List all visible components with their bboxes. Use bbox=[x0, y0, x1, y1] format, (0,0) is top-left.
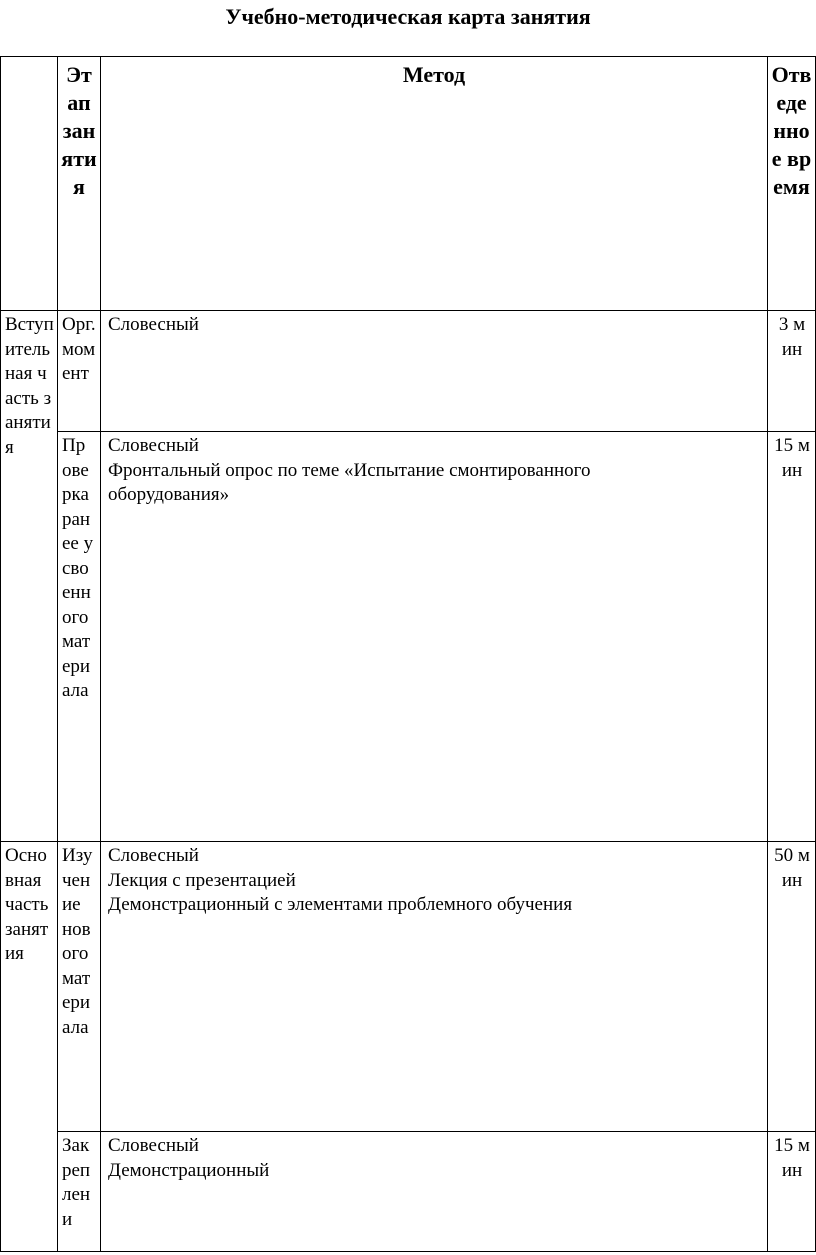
method-line: Демонстрационный с элементами проблемного обучения bbox=[108, 894, 573, 915]
time-cell: 15 мин bbox=[774, 1135, 810, 1181]
method-cell bbox=[108, 844, 763, 918]
stage-org-moment: Орг. момент bbox=[62, 314, 96, 384]
header-stage: Этап занятия bbox=[61, 62, 97, 199]
method-line: Словесный bbox=[108, 1135, 199, 1156]
stage-new-material: Изучение нового материала bbox=[62, 845, 93, 1038]
method-cell bbox=[108, 313, 763, 338]
stage-consolidation: Закреплени bbox=[62, 1135, 91, 1230]
section-intro: Вступительная часть занятия bbox=[5, 314, 54, 458]
table-row-divider bbox=[0, 841, 816, 842]
method-line: Словесный bbox=[108, 435, 199, 456]
time-cell: 15 мин bbox=[774, 435, 810, 481]
method-line: оборудования» bbox=[108, 484, 230, 505]
table-row-divider bbox=[57, 431, 816, 432]
time-cell: 3 мин bbox=[778, 314, 806, 360]
header-method: Метод bbox=[402, 62, 466, 87]
time-cell: 50 мин bbox=[774, 845, 810, 891]
method-cell bbox=[108, 434, 763, 508]
method-line: Словесный bbox=[108, 314, 199, 335]
method-line: Словесный bbox=[108, 845, 199, 866]
method-line: Фронтальный опрос по теме «Испытание смонтированного bbox=[108, 459, 591, 481]
header-time: Отведенное время bbox=[771, 62, 812, 199]
table-column-divider bbox=[100, 56, 101, 1252]
method-line: Лекция с презентацией bbox=[108, 869, 296, 891]
table-border-top bbox=[0, 56, 816, 57]
table-row-divider bbox=[0, 310, 816, 311]
method-line: Демонстрационный bbox=[108, 1159, 270, 1181]
table-border-left bbox=[0, 56, 1, 1252]
table-column-divider bbox=[57, 56, 58, 1252]
table-border-bottom bbox=[0, 1251, 816, 1252]
method-cell bbox=[108, 1134, 763, 1183]
section-main: Основная часть занятия bbox=[5, 845, 49, 964]
page-title: Учебно-методическая карта занятия bbox=[225, 4, 591, 29]
stage-review: Проверка ранее усвоенного материала bbox=[62, 435, 94, 701]
table-row-divider bbox=[57, 1131, 816, 1132]
table-column-divider bbox=[767, 56, 768, 1252]
